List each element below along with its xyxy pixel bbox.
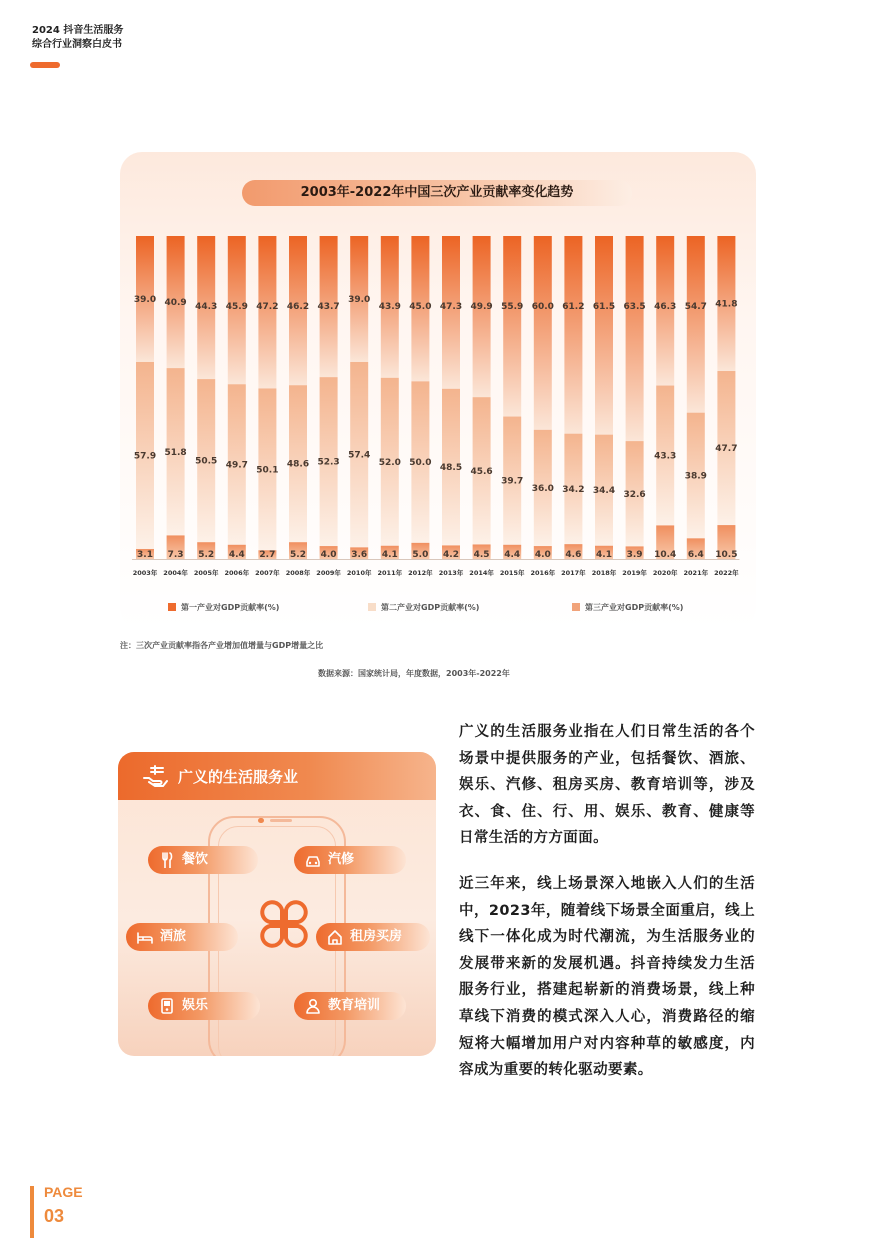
- bar-value-label-primary: 61.2: [562, 302, 585, 312]
- bar-value-label-primary: 44.3: [195, 302, 218, 312]
- bar-primary: [531, 236, 554, 430]
- bar-value-label-primary: 47.2: [256, 302, 279, 312]
- bar-primary: [626, 236, 644, 441]
- x-tick-label: 2018年: [591, 569, 617, 577]
- bar-value-label-primary: 45.9: [225, 302, 248, 312]
- page-accent-bar: [30, 1186, 34, 1238]
- x-tick-label: 2013年: [438, 569, 464, 577]
- bar-value-label-tertiary: 5.2: [198, 550, 215, 560]
- bar-value-label-tertiary: 5.2: [290, 550, 306, 560]
- bar-value-label-secondary: 32.6: [623, 489, 646, 500]
- legend-item-secondary: [368, 602, 479, 613]
- bar-primary: [562, 236, 585, 434]
- bar-value-label-secondary: 43.3: [654, 451, 677, 462]
- bar-value-label-secondary: 50.1: [256, 465, 279, 476]
- legend-label-tertiary: 第三产业对GDP贡献率(%): [585, 603, 684, 612]
- bar-value-label-tertiary: 3.1: [137, 550, 153, 560]
- bar-value-label-tertiary: 5.0: [412, 550, 429, 560]
- service-pill-hotel: [126, 923, 238, 951]
- bar-value-label-primary: 40.9: [164, 298, 187, 309]
- bar-value-label-tertiary: 4.4: [504, 550, 521, 560]
- x-tick-label: 2016年: [530, 569, 556, 577]
- phone-speaker: [270, 819, 292, 822]
- house-icon: [327, 929, 343, 945]
- services-title: 广义的生活服务业: [178, 768, 299, 786]
- x-tick-label: 2014年: [469, 569, 494, 577]
- x-tick-label: 2017年: [561, 569, 586, 577]
- page-number: 03: [44, 1206, 65, 1226]
- page-label: PAGE: [44, 1184, 83, 1200]
- bar-primary: [473, 236, 491, 397]
- bar-value-label-tertiary: 3.9: [626, 550, 643, 560]
- bar-value-label-secondary: 34.4: [592, 486, 616, 497]
- fork-knife-icon: [159, 852, 175, 868]
- bar-primary: [256, 236, 279, 388]
- bar-value-label-secondary: 52.0: [378, 457, 401, 468]
- bar-value-label-tertiary: 4.4: [228, 550, 245, 560]
- service-pill-housing: [316, 923, 430, 951]
- bar-value-label-tertiary: 10.4: [654, 550, 677, 560]
- header-accent-bar: [30, 62, 60, 68]
- service-pill-entertainment: [148, 992, 260, 1020]
- x-tick-label: 2004年: [163, 569, 188, 577]
- bar-primary: [439, 236, 463, 389]
- bar-value-label-tertiary: 10.5: [715, 550, 738, 560]
- bar-value-label-primary: 60.0: [531, 302, 554, 312]
- bar-value-label-tertiary: 4.1: [381, 550, 398, 560]
- bar-value-label-primary: 61.5: [592, 302, 616, 312]
- doc-header: [32, 24, 123, 52]
- bar-value-label-secondary: 45.6: [470, 466, 493, 477]
- doc-header-line1: 2024 抖音生活服务: [32, 25, 124, 36]
- bar-primary: [684, 236, 707, 413]
- x-tick-label: 2020年: [652, 569, 678, 577]
- x-tick-label: 2009年: [316, 569, 341, 577]
- doc-header-line2: 综合行业洞察白皮书: [32, 39, 122, 50]
- x-tick-label: 2021年: [683, 569, 709, 577]
- game-console-icon: [159, 998, 175, 1014]
- bar-value-label-secondary: 49.7: [225, 460, 248, 471]
- bar-value-label-primary: 41.8: [715, 299, 738, 310]
- bar-value-label-secondary: 52.3: [317, 457, 340, 468]
- bar-value-label-secondary: 57.4: [348, 450, 371, 461]
- services-card-header: [118, 752, 436, 800]
- bar-value-label-primary: 45.0: [409, 302, 432, 312]
- x-tick-label: 2011年: [377, 569, 403, 577]
- x-tick-label: 2006年: [224, 569, 250, 577]
- x-tick-label: 2003年: [132, 569, 158, 577]
- bar-value-label-tertiary: 4.1: [596, 550, 612, 560]
- x-tick-label: 2005年: [193, 569, 219, 577]
- x-tick-label: 2022年: [714, 569, 739, 577]
- clover-logo-icon: [256, 896, 312, 952]
- services-card: [118, 752, 436, 1056]
- bar-primary: [592, 236, 616, 435]
- teacher-icon: [305, 998, 321, 1014]
- bar-value-label-tertiary: 4.5: [473, 550, 490, 560]
- x-tick-label: 2015年: [499, 569, 525, 577]
- bar-value-label-tertiary: 6.4: [687, 550, 704, 560]
- legend-swatch-primary: [168, 603, 176, 611]
- bar-value-label-primary: 43.9: [378, 302, 401, 312]
- bar-value-label-primary: 46.3: [654, 302, 677, 312]
- legend-swatch-secondary: [368, 603, 376, 611]
- service-pill-auto: [294, 846, 406, 874]
- bar-value-label-secondary: 36.0: [531, 483, 554, 494]
- chart-note: 注：三次产业贡献率指各产业增加值增量与GDP增量之比: [120, 641, 324, 650]
- bar-value-label-tertiary: 4.2: [443, 550, 459, 560]
- chart-title: 2003年-2022年中国三次产业贡献率变化趋势: [242, 180, 632, 206]
- bar-value-label-primary: 63.5: [623, 302, 646, 312]
- bar-value-label-tertiary: 4.0: [320, 550, 337, 560]
- service-pill-education: [294, 992, 406, 1020]
- service-label-auto: 汽修: [328, 852, 355, 867]
- x-tick-label: 2019年: [622, 569, 647, 577]
- paragraph-definition: 广义的生活服务业指在人们日常生活的各个场景中提供服务的产业，包括餐饮、酒旅、娱乐、汽修、租房买房、教育培训等，涉及衣、食、住、行、用、娱乐、教育、健康等日常生活的方方面面。: [459, 724, 755, 847]
- phone-camera-dot: [258, 818, 264, 823]
- bar-value-label-tertiary: 2.7: [259, 550, 276, 560]
- bar-value-label-secondary: 47.7: [715, 444, 738, 455]
- bar-primary: [501, 236, 524, 417]
- bar-value-label-secondary: 50.0: [409, 458, 432, 469]
- bar-value-label-secondary: 48.6: [286, 459, 310, 470]
- bar-value-label-tertiary: 4.0: [534, 550, 551, 560]
- bed-icon: [137, 929, 153, 945]
- legend-label-primary: 第一产业对GDP贡献率(%): [181, 603, 280, 612]
- bar-value-label-secondary: 38.9: [684, 471, 707, 482]
- x-tick-label: 2010年: [346, 569, 372, 577]
- legend-item-primary: [168, 602, 279, 613]
- chart-source: 数据来源：国家统计局，年度数据，2003年-2022年: [318, 669, 510, 678]
- bar-value-label-tertiary: 3.6: [351, 550, 368, 560]
- bar-value-label-primary: 47.3: [439, 302, 463, 312]
- bar-value-label-secondary: 48.5: [439, 463, 463, 474]
- bar-value-label-primary: 55.9: [501, 302, 524, 312]
- bar-value-label-primary: 39.0: [348, 294, 371, 305]
- service-hand-icon: [142, 764, 168, 788]
- bar-value-label-primary: 54.7: [684, 302, 707, 312]
- service-label-food: 餐饮: [182, 852, 209, 867]
- bar-value-label-secondary: 34.2: [562, 484, 585, 495]
- legend-label-secondary: 第二产业对GDP贡献率(%): [381, 603, 480, 612]
- bar-value-label-secondary: 51.8: [164, 447, 187, 458]
- x-tick-label: 2008年: [285, 569, 311, 577]
- x-tick-label: 2012年: [408, 569, 433, 577]
- car-icon: [305, 852, 321, 868]
- service-label-entertainment: 娱乐: [182, 998, 209, 1013]
- bar-value-label-primary: 43.7: [317, 302, 340, 312]
- bar-value-label-primary: 49.9: [470, 302, 493, 312]
- service-label-hotel: 酒旅: [160, 929, 187, 944]
- service-label-education: 教育培训: [328, 998, 381, 1013]
- paragraph-trend: 近三年来，线上场景深入地嵌入人们的生活中，2023年，随着线下场景全面重启，线上线下一体化成为时代潮流，为生活服务业的发展带来新的发展机遇。抖音持续发力生活服务行业，搭建起崭新的消费场景，线上种草线下消费的模式深入人心，消费路径的缩短将大幅增加用户对内容种草的敏感度，内容成为重要的转化驱动要素。: [459, 876, 755, 1079]
- bar-value-label-secondary: 50.5: [195, 456, 218, 467]
- bar-value-label-secondary: 39.7: [501, 476, 524, 487]
- service-label-housing: 租房买房: [350, 929, 403, 944]
- bar-value-label-primary: 39.0: [133, 294, 157, 305]
- legend-item-tertiary: [572, 602, 683, 613]
- bar-value-label-tertiary: 4.6: [565, 550, 582, 560]
- stacked-bar-chart: [120, 228, 756, 588]
- bar-value-label-tertiary: 7.3: [167, 550, 184, 560]
- bar-value-label-secondary: 57.9: [133, 451, 157, 462]
- service-pill-food: [148, 846, 258, 874]
- legend-swatch-tertiary: [572, 603, 580, 611]
- bar-value-label-primary: 46.2: [286, 302, 310, 312]
- x-tick-label: 2007年: [255, 569, 280, 577]
